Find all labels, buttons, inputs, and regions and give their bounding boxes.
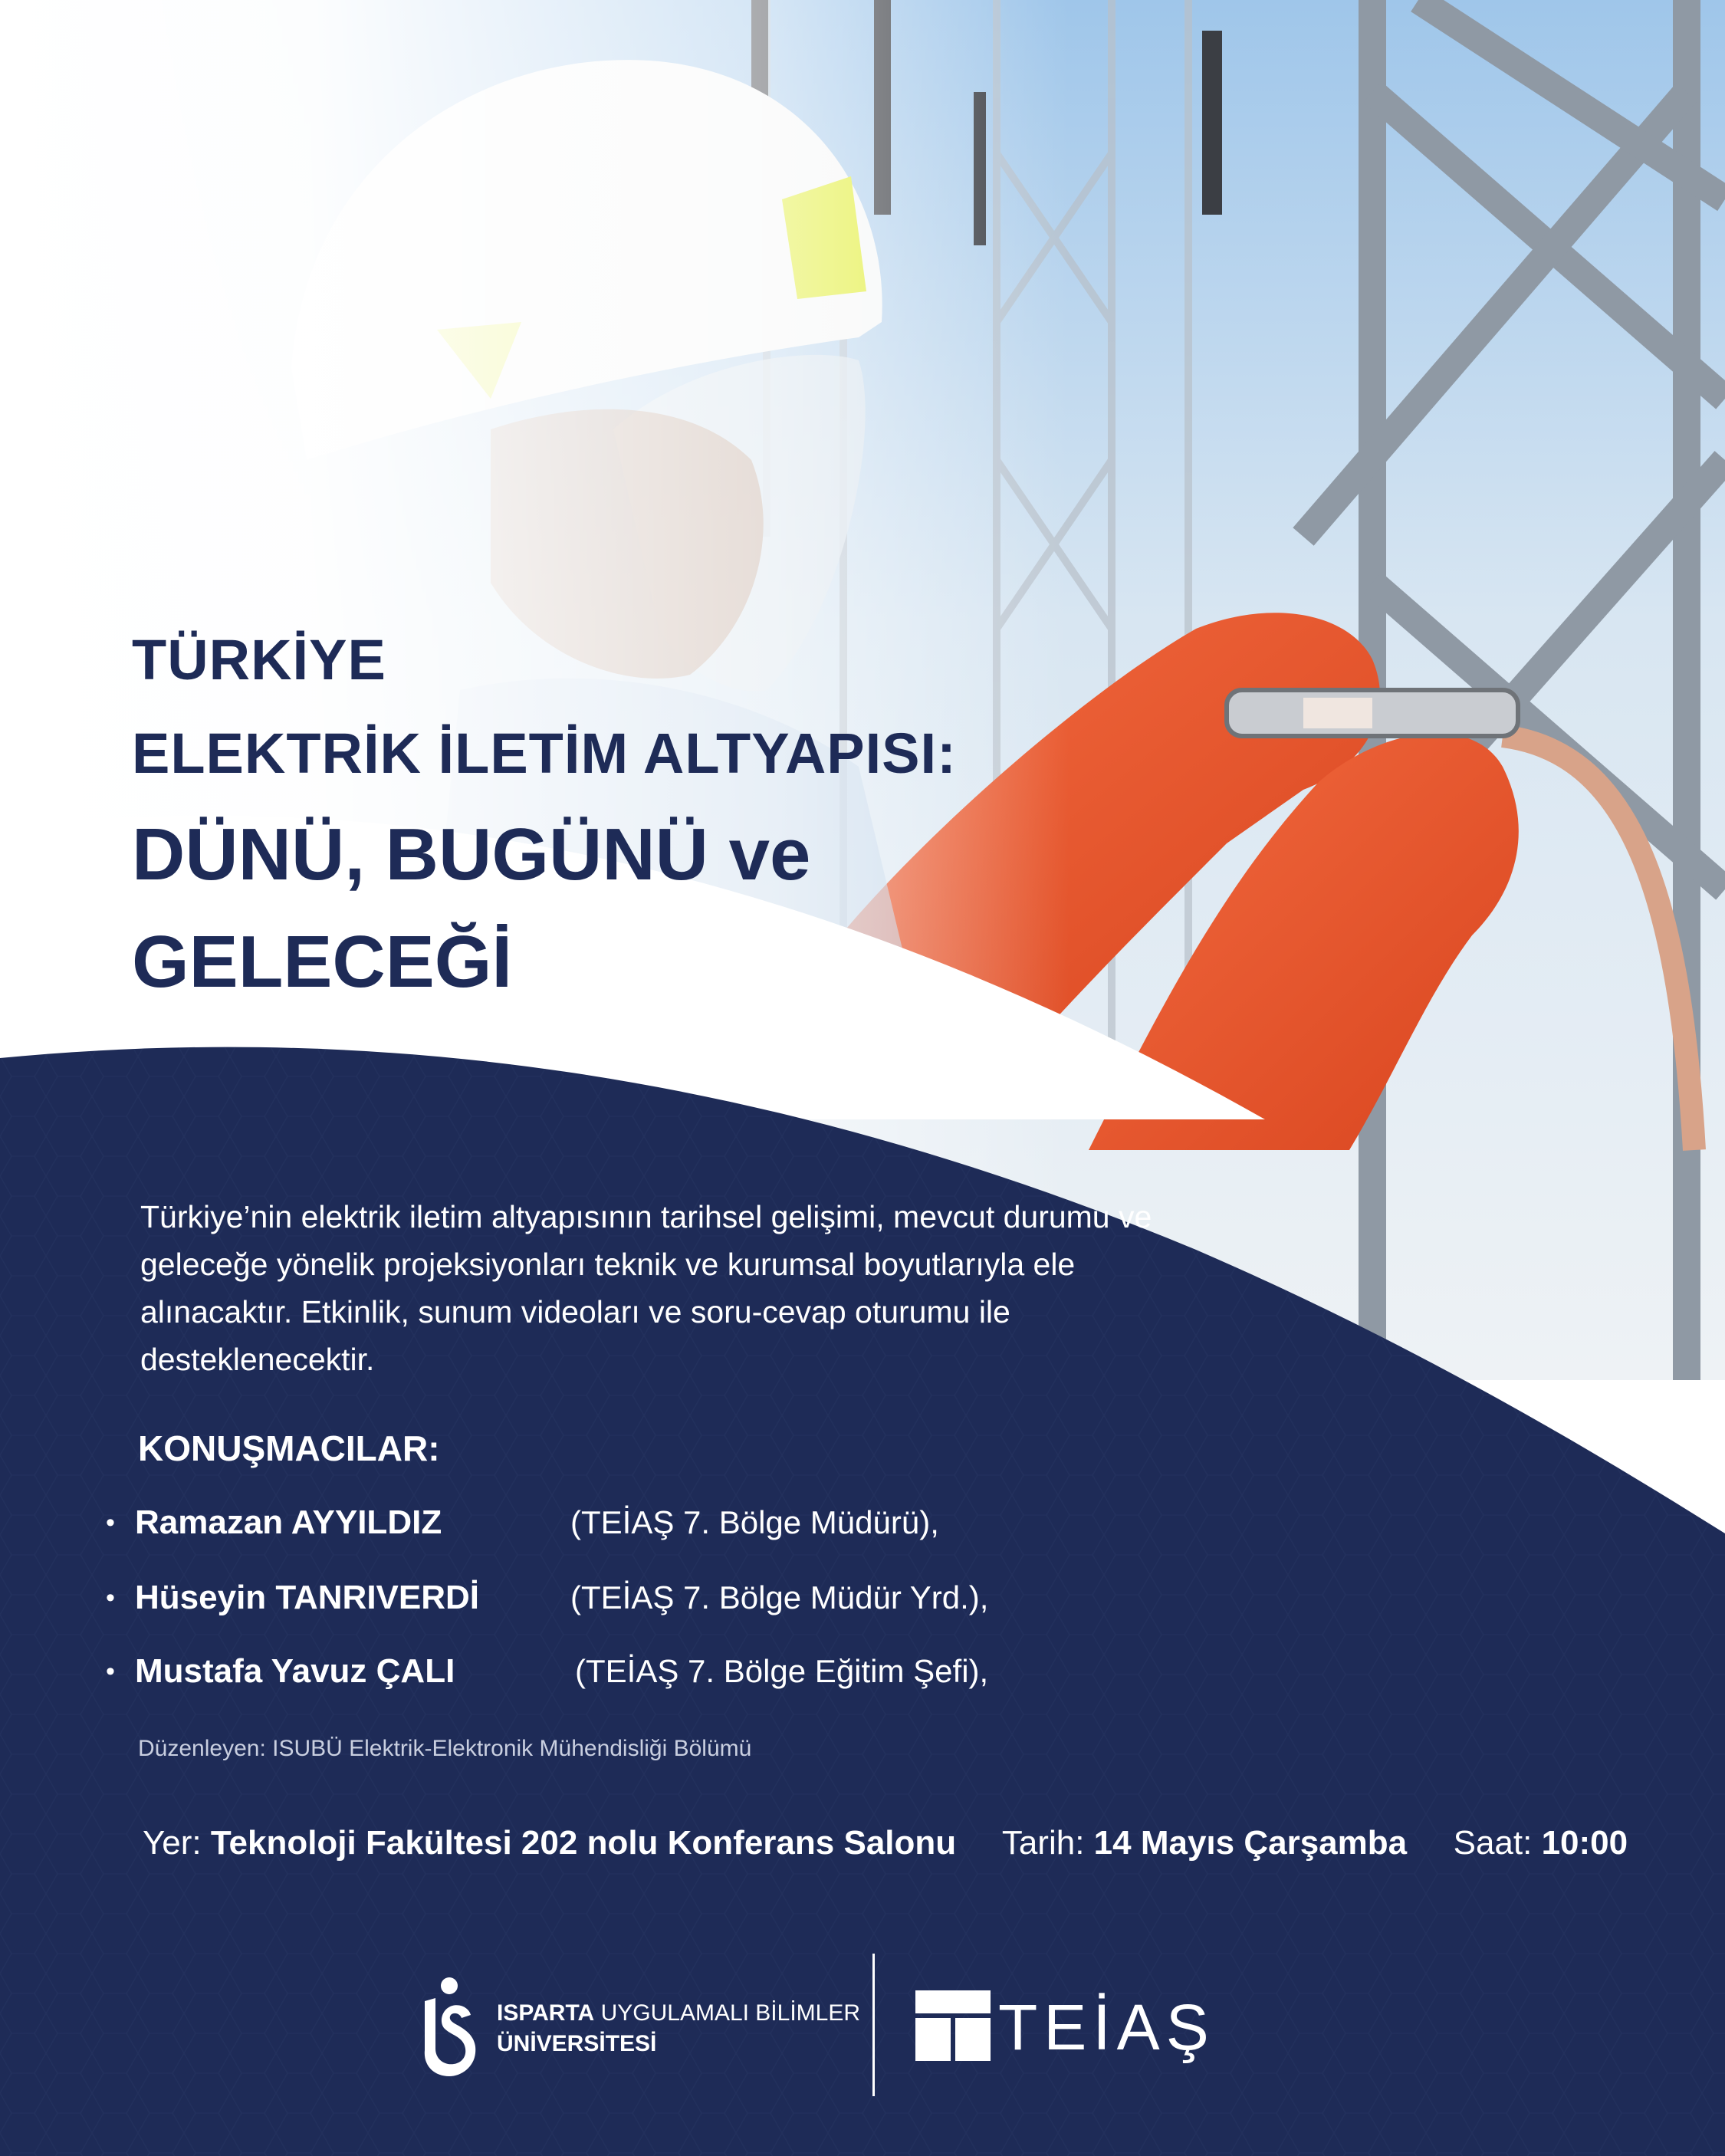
venue-value: Teknoloji Fakültesi 202 nolu Konferans Salonu xyxy=(210,1824,957,1862)
time-value: 10:00 xyxy=(1541,1824,1628,1862)
bullet: • xyxy=(106,1657,115,1686)
speaker-title: (TEİAŞ 7. Bölge Müdürü), xyxy=(570,1504,939,1540)
isubu-name-bold: ISPARTA xyxy=(497,2000,595,2026)
bullet: • xyxy=(106,1583,115,1612)
teias-logo-icon xyxy=(915,1990,991,2061)
event-description: Türkiye’nin elektrik iletim altyapısının tarihsel gelişimi, mevcut durumu ve geleceğe yönelik projeksiyonları teknik ve kurumsal boyutlarıyla ele alınacaktır. Etkinlik, sunum videoları ve soru-cevap oturumu ile desteklenecektir. xyxy=(140,1199,1152,1377)
title-line-3: DÜNÜ, BUGÜNÜ ve xyxy=(132,813,811,896)
isubu-name-line2: ÜNİVERSİTESİ xyxy=(497,2031,657,2056)
isubu-logo-icon xyxy=(419,1975,480,2079)
title-line-2: ELEKTRİK İLETİM ALTYAPISI: xyxy=(132,721,957,785)
title-line-4: GELECEĞİ xyxy=(132,921,513,1003)
logo-divider xyxy=(872,1954,875,2096)
isubu-logo-text xyxy=(497,1998,860,2059)
organizer-text: Düzenleyen: ISUBÜ Elektrik-Elektronik Mühendisliği Bölümü xyxy=(138,1736,752,1761)
teias-logo-text: TEİAŞ xyxy=(998,1991,1215,2063)
date-value: 14 Mayıs Çarşamba xyxy=(1093,1824,1408,1862)
time-label: Saat: xyxy=(1453,1824,1533,1862)
speaker-title: (TEİAŞ 7. Bölge Müdür Yrd.), xyxy=(570,1579,989,1615)
isubu-name-rest: UYGULAMALI BİLİMLER xyxy=(600,2000,861,2026)
speaker-name: Hüseyin TANRIVERDİ xyxy=(135,1579,480,1616)
speakers-heading: KONUŞMACILAR: xyxy=(138,1428,440,1468)
speaker-name: Ramazan AYYILDIZ xyxy=(135,1504,442,1541)
speaker-title: (TEİAŞ 7. Bölge Eğitim Şefi), xyxy=(575,1653,989,1689)
event-info-line xyxy=(143,1819,1628,1868)
title-line-1: TÜRKİYE xyxy=(132,628,386,692)
speaker-name: Mustafa Yavuz ÇALI xyxy=(135,1652,455,1690)
date-label: Tarih: xyxy=(1001,1824,1085,1862)
bullet: • xyxy=(106,1508,115,1537)
venue-label: Yer: xyxy=(143,1824,202,1862)
